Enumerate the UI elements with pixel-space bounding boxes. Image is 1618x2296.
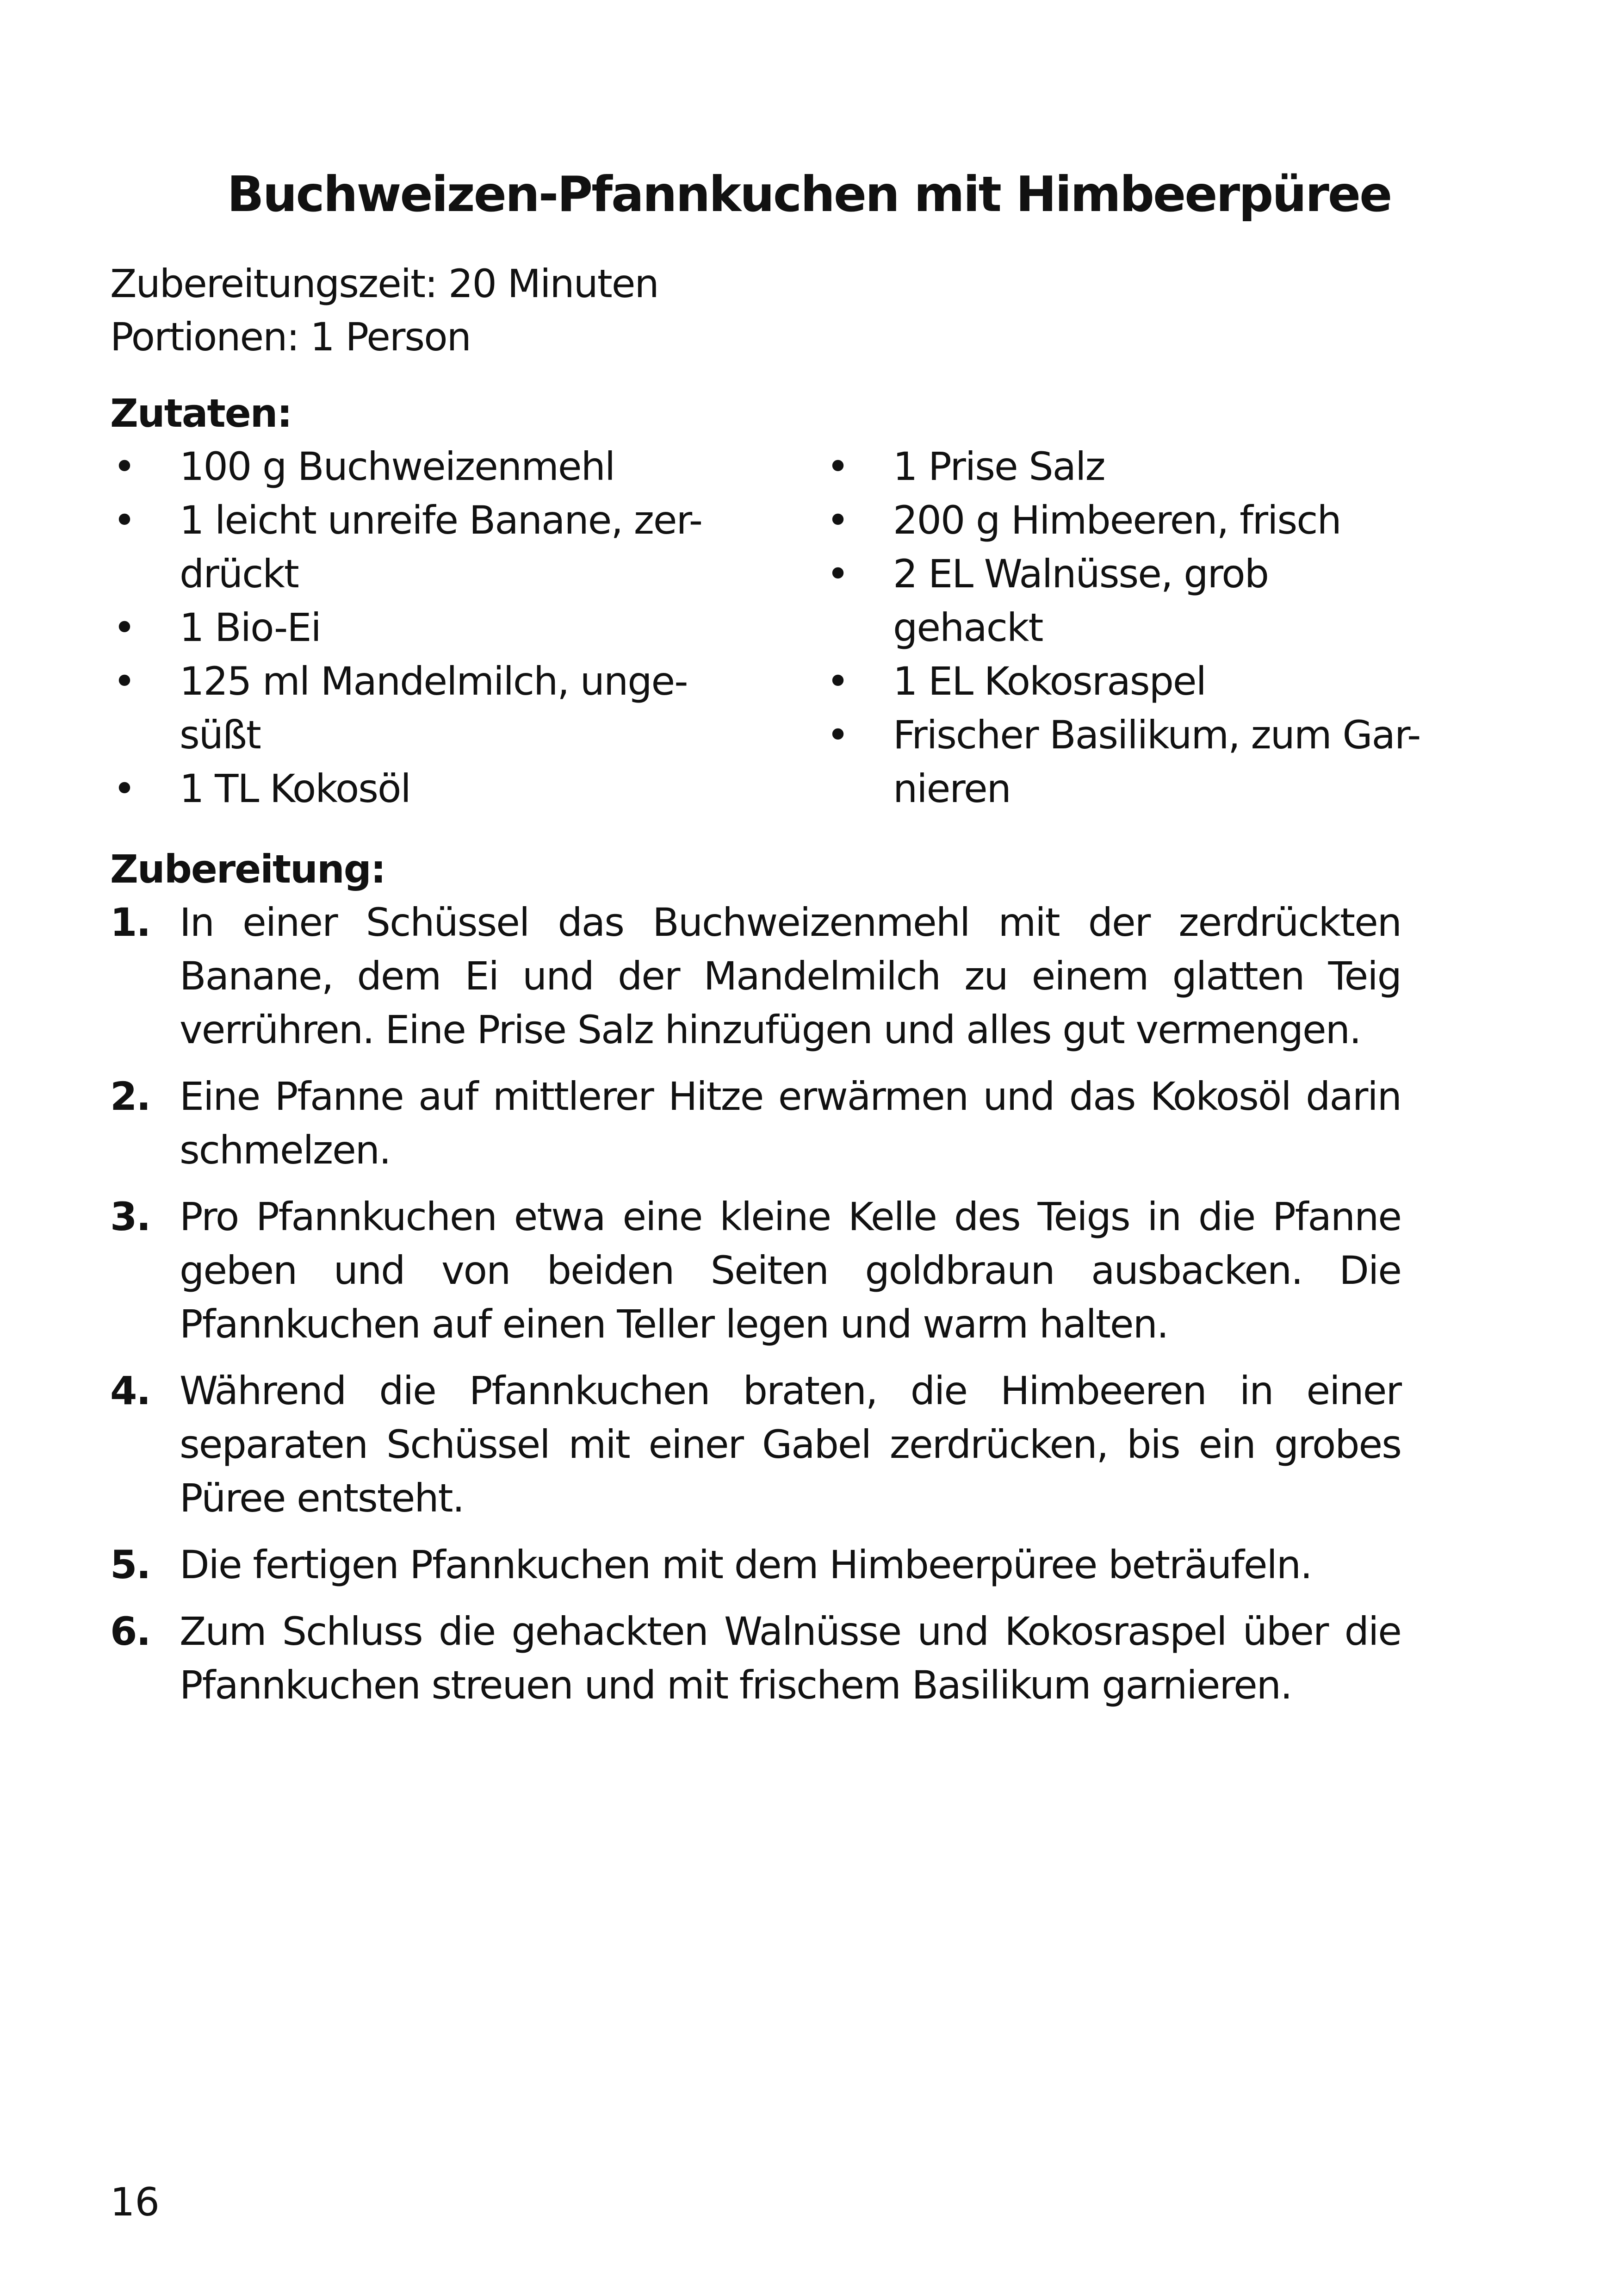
bullet-icon: • bbox=[826, 498, 849, 543]
ingredient-item bbox=[110, 493, 712, 601]
step-text: Eine Pfanne auf mittlerer Hitze erwärmen und das Kokosöl darin schmelzen. bbox=[180, 1074, 1401, 1173]
ingredient-text: 1 Bio-Ei bbox=[180, 605, 321, 650]
ingredient-item bbox=[824, 493, 1425, 547]
bullet-icon: • bbox=[826, 659, 849, 704]
ingredient-text: 1 leicht unreife Banane, zer- drückt bbox=[180, 498, 702, 597]
step-number: 3. bbox=[110, 1194, 150, 1239]
ingredient-text: 1 EL Kokosraspel bbox=[893, 659, 1206, 704]
bullet-icon: • bbox=[113, 444, 135, 489]
ingredient-item bbox=[824, 708, 1425, 815]
step-number: 2. bbox=[110, 1074, 150, 1119]
bullet-icon: • bbox=[826, 444, 849, 489]
preparation-heading: Zubereitung: bbox=[110, 846, 385, 892]
step-item bbox=[110, 1070, 1401, 1177]
bullet-icon: • bbox=[826, 551, 849, 597]
step-number: 1. bbox=[110, 900, 150, 945]
ingredient-item bbox=[110, 762, 712, 815]
ingredient-item bbox=[824, 440, 1425, 493]
ingredient-item bbox=[110, 654, 712, 762]
step-text: Während die Pfannkuchen braten, die Himbeeren in einer separaten Schüssel mit einer Gabel zerdrücken, bis ein grobes Püree entsteht. bbox=[180, 1368, 1401, 1521]
ingredient-item bbox=[110, 440, 712, 493]
ingredient-item bbox=[824, 547, 1425, 654]
step-number: 6. bbox=[110, 1609, 150, 1654]
ingredients-list-left bbox=[110, 440, 712, 815]
bullet-icon: • bbox=[113, 605, 135, 650]
bullet-icon: • bbox=[826, 712, 849, 758]
step-text: Pro Pfannkuchen etwa eine kleine Kelle des Teigs in die Pfanne geben und von beiden Seiten goldbraun ausbacken. Die Pfannkuchen auf einen Teller legen und warm halten. bbox=[180, 1194, 1401, 1347]
step-item bbox=[110, 1190, 1401, 1351]
ingredient-text: Frischer Basilikum, zum Gar- nieren bbox=[893, 712, 1420, 811]
step-text: In einer Schüssel das Buchweizenmehl mit der zerdrückten Banane, dem Ei und der Mandelmilch zu einem glatten Teig verrühren. Eine Prise Salz hinzufügen und alles gut vermengen. bbox=[180, 900, 1401, 1052]
ingredient-text: 200 g Himbeeren, frisch bbox=[893, 498, 1341, 543]
step-text: Zum Schluss die gehackten Walnüsse und Kokosraspel über die Pfannkuchen streuen und mit frischem Basilikum garnieren. bbox=[180, 1609, 1401, 1708]
ingredient-item bbox=[110, 601, 712, 654]
step-text: Die fertigen Pfannkuchen mit dem Himbeerpüree beträufeln. bbox=[180, 1542, 1312, 1587]
bullet-icon: • bbox=[113, 766, 135, 811]
step-item bbox=[110, 1364, 1401, 1525]
step-item bbox=[110, 896, 1401, 1057]
step-number: 5. bbox=[110, 1542, 150, 1587]
ingredients-list-right bbox=[824, 440, 1425, 815]
preparation-steps bbox=[110, 896, 1401, 1725]
step-item bbox=[110, 1538, 1401, 1592]
ingredients-heading: Zutaten: bbox=[110, 391, 292, 436]
ingredient-text: 100 g Buchweizenmehl bbox=[180, 444, 615, 489]
ingredient-text: 1 Prise Salz bbox=[893, 444, 1105, 489]
step-number: 4. bbox=[110, 1368, 150, 1413]
step-item bbox=[110, 1605, 1401, 1712]
ingredient-text: 1 TL Kokosöl bbox=[180, 766, 410, 811]
bullet-icon: • bbox=[113, 498, 135, 543]
bullet-icon: • bbox=[113, 659, 135, 704]
ingredient-text: 125 ml Mandelmilch, unge- süßt bbox=[180, 659, 688, 758]
page-number: 16 bbox=[110, 2179, 160, 2225]
prep-time: Zubereitungszeit: 20 Minuten bbox=[110, 261, 658, 306]
ingredient-text: 2 EL Walnüsse, grob gehackt bbox=[893, 551, 1269, 650]
recipe-title: Buchweizen-Pfannkuchen mit Himbeerpüree bbox=[227, 166, 1391, 223]
ingredient-item bbox=[824, 654, 1425, 708]
portions: Portionen: 1 Person bbox=[110, 314, 471, 360]
